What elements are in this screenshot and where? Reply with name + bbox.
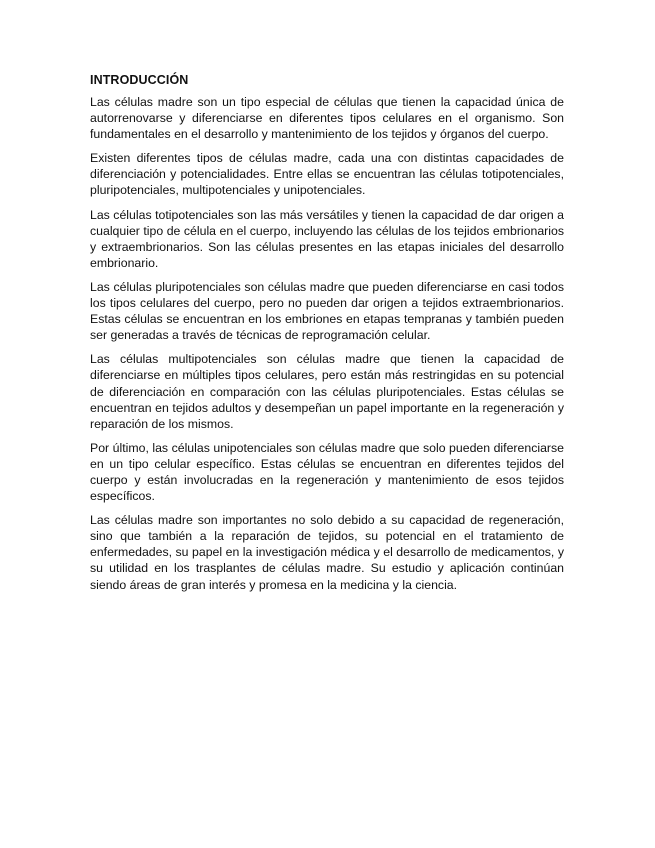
paragraph-importance: Las células madre son importantes no solo debido a su capacidad de regeneración, sino que también a la reparación de tejidos, su potencial en el tratamiento de enfermedades, su papel en la investigación médica y el desarrollo de medicamentos, y su utilidad en los trasplantes de células madre. Su estudio y aplicación continúan siendo áreas de gran interés y promesa en la medicina y la ciencia. (90, 513, 564, 592)
section-heading: INTRODUCCIÓN (90, 73, 189, 87)
paragraph-multipotent: Las células multipotenciales son células madre que tienen la capacidad de diferenciarse en múltiples tipos celulares, pero están más restringidas en su potencial de diferenciación en comparación con las células pluripotenciales. Estas células se encuentran en tejidos adultos y desempeñan un papel importante en la regeneración y reparación de los mismos. (90, 352, 564, 431)
paragraph-intro: Las células madre son un tipo especial de células que tienen la capacidad única de autorrenovarse y diferenciarse en diferentes tipos celulares en el organismo. Son fundamentales en el desarrollo y mantenimiento de los tejidos y órganos del cuerpo. (90, 95, 564, 142)
document-page (90, 72, 564, 601)
paragraph-pluripotent: Las células pluripotenciales son células madre que pueden diferenciarse en casi todos los tipos celulares del cuerpo, pero no pueden dar origen a tejidos extraembrionarios. Estas células se encuentran en los embriones en etapas tempranas y también pueden ser generadas a través de técnicas de reprogramación celular. (90, 279, 564, 343)
paragraph-types: Existen diferentes tipos de células madre, cada una con distintas capacidades de diferenciación y potencialidades. Entre ellas se encuentran las células totipotenciales, pluripotenciales, multipotenciales y unipotenciales. (90, 151, 564, 198)
paragraph-unipotent: Por último, las células unipotenciales son células madre que solo pueden diferenciarse en un tipo celular específico. Estas células se encuentran en diferentes tejidos del cuerpo y están involucradas en la regeneración y mantenimiento de esos tejidos específicos. (90, 440, 564, 504)
paragraph-totipotent: Las células totipotenciales son las más versátiles y tienen la capacidad de dar origen a cualquier tipo de célula en el cuerpo, incluyendo las células de los tejidos embrionarios y extraembrionarios. Son las células presentes en las etapas iniciales del desarrollo embrionario. (90, 207, 564, 270)
